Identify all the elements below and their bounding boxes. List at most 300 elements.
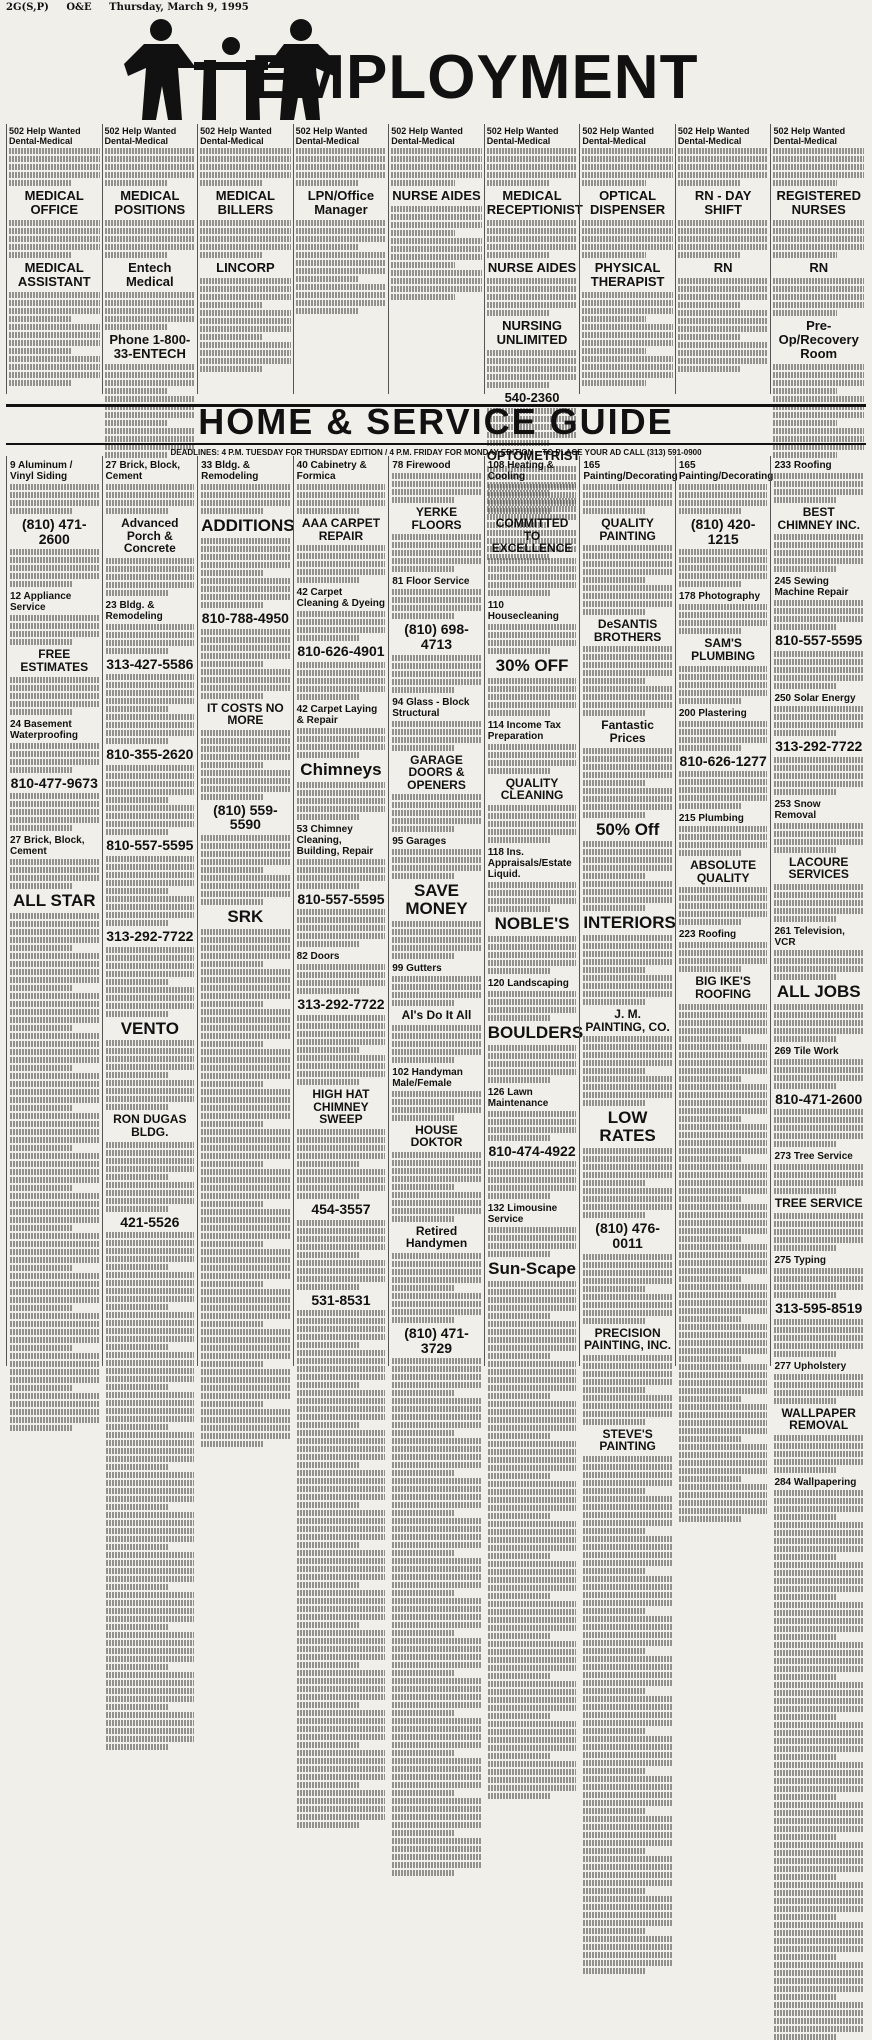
small-print	[583, 686, 672, 692]
small-print	[583, 1584, 672, 1590]
small-print	[583, 1512, 672, 1518]
small-print	[583, 654, 672, 660]
guide-ad-headline: Fantastic Prices	[601, 718, 654, 745]
guide-ad-headline: NOBLE'S	[494, 913, 570, 933]
small-print	[392, 1486, 481, 1492]
small-print	[297, 1606, 386, 1612]
small-print	[392, 1390, 454, 1396]
small-print	[583, 1592, 672, 1598]
page-number: 2G(S,P)	[6, 2, 49, 13]
small-print	[297, 1534, 386, 1540]
guide-ad-headline: BEST CHIMNEY INC.	[777, 505, 860, 532]
small-print	[583, 678, 645, 684]
employment-column	[293, 124, 389, 394]
small-print	[106, 1712, 195, 1718]
small-print	[297, 1390, 386, 1396]
small-print	[106, 1392, 195, 1398]
small-print	[392, 1057, 454, 1063]
classified-ad-headline: NURSE AIDES	[392, 188, 481, 203]
small-print	[106, 1384, 168, 1390]
small-print	[297, 1766, 386, 1772]
small-print	[297, 1702, 359, 1708]
small-print	[774, 1180, 863, 1186]
small-print	[774, 1802, 863, 1808]
small-print	[583, 1928, 645, 1934]
small-print	[679, 1484, 768, 1490]
small-print	[392, 1670, 454, 1676]
small-print	[392, 794, 481, 800]
small-print	[201, 1281, 263, 1287]
classified-ad-headline: MEDICAL RECEPTIONIST	[486, 188, 583, 217]
small-print	[10, 1137, 99, 1143]
small-print	[773, 310, 836, 316]
small-print	[488, 1553, 550, 1559]
small-print	[679, 492, 768, 498]
small-print	[488, 821, 577, 827]
small-print	[106, 1400, 195, 1406]
guide-ad-headline: 50% Off	[595, 819, 660, 839]
small-print	[106, 590, 168, 596]
small-print	[774, 1642, 863, 1648]
small-print	[106, 1672, 195, 1678]
small-print	[679, 1300, 768, 1306]
small-print	[106, 1040, 195, 1046]
small-print	[679, 895, 768, 901]
small-print	[679, 721, 768, 727]
small-print	[391, 230, 454, 236]
small-print	[679, 1420, 768, 1426]
small-print	[488, 882, 577, 888]
small-print	[774, 1986, 863, 1992]
small-print	[297, 1710, 386, 1716]
small-print	[679, 842, 768, 848]
small-print	[201, 835, 290, 841]
small-print	[774, 1067, 863, 1073]
small-print	[679, 1404, 768, 1410]
small-print	[392, 992, 481, 998]
small-print	[9, 156, 100, 162]
small-print	[297, 972, 386, 978]
small-print	[297, 988, 359, 994]
small-print	[201, 1017, 290, 1023]
small-print	[201, 929, 290, 935]
small-print	[297, 1558, 386, 1564]
small-print	[583, 1052, 672, 1058]
small-print	[583, 1864, 672, 1870]
guide-category-heading: 108 Heating & Cooling	[487, 460, 554, 482]
small-print	[105, 228, 196, 234]
small-print	[774, 1172, 863, 1178]
small-print	[392, 873, 454, 879]
small-print	[774, 1682, 863, 1688]
small-print	[488, 1793, 550, 1799]
small-print	[10, 743, 99, 749]
small-print	[488, 1737, 577, 1743]
small-print	[392, 1798, 481, 1804]
small-print	[10, 1265, 72, 1271]
small-print	[201, 738, 290, 744]
small-print	[106, 1360, 195, 1366]
small-print	[106, 1536, 195, 1542]
small-print	[297, 1526, 386, 1532]
small-print	[488, 1111, 577, 1117]
small-print	[774, 1382, 863, 1388]
small-print	[488, 710, 550, 716]
small-print	[774, 831, 863, 837]
small-print	[774, 1602, 863, 1608]
small-print	[774, 1666, 863, 1672]
small-print	[9, 364, 100, 370]
small-print	[392, 729, 481, 735]
small-print	[679, 729, 768, 735]
place-ad-text: TO PLACE YOUR AD CALL (313) 591-0900	[542, 448, 702, 457]
small-print	[679, 484, 768, 490]
small-print	[773, 244, 864, 250]
guide-category-heading: 165 Painting/Decorating	[583, 460, 678, 482]
small-print	[488, 999, 577, 1005]
small-print	[583, 1680, 672, 1686]
small-print	[9, 380, 72, 386]
small-print	[488, 1433, 550, 1439]
small-print	[488, 484, 577, 490]
small-print	[106, 1190, 195, 1196]
guide-category-heading: 284 Wallpapering	[774, 1476, 857, 1488]
small-print	[297, 728, 386, 734]
small-print	[774, 950, 863, 956]
small-print	[392, 1758, 481, 1764]
small-print	[392, 1446, 481, 1452]
small-print	[678, 318, 769, 324]
small-print	[774, 1443, 863, 1449]
small-print	[392, 984, 481, 990]
small-print	[774, 1698, 863, 1704]
small-print	[679, 508, 741, 514]
small-print	[201, 754, 290, 760]
small-print	[679, 1380, 768, 1386]
small-print	[297, 1342, 359, 1348]
small-print	[10, 1193, 99, 1199]
small-print	[583, 1156, 672, 1162]
small-print	[392, 1398, 481, 1404]
small-print	[10, 945, 72, 951]
small-print	[488, 837, 550, 843]
small-print	[297, 1310, 386, 1316]
small-print	[679, 779, 768, 785]
small-print	[679, 1252, 768, 1258]
small-print	[392, 1253, 481, 1259]
small-print	[391, 262, 454, 268]
small-print	[392, 1630, 454, 1636]
small-print	[678, 334, 741, 340]
small-print	[297, 1454, 386, 1460]
small-print	[583, 881, 672, 887]
small-print	[679, 620, 768, 626]
small-print	[773, 228, 864, 234]
small-print	[106, 912, 195, 918]
small-print	[297, 1446, 386, 1452]
small-print	[774, 2018, 863, 2024]
small-print	[106, 1656, 195, 1662]
employment-column	[6, 124, 102, 394]
small-print	[10, 1177, 99, 1183]
small-print	[392, 1678, 481, 1684]
small-print	[201, 1409, 290, 1415]
guide-ad-headline: J. M. PAINTING, CO.	[585, 1007, 670, 1034]
guide-column	[102, 456, 198, 1366]
small-print	[392, 1358, 481, 1364]
small-print	[200, 148, 291, 154]
small-print	[392, 802, 481, 808]
small-print	[392, 929, 481, 935]
small-print	[297, 1798, 386, 1804]
small-print	[487, 302, 578, 308]
small-print	[679, 1028, 768, 1034]
small-print	[297, 1228, 386, 1234]
small-print	[201, 1201, 263, 1207]
small-print	[201, 843, 290, 849]
small-print	[201, 1329, 290, 1335]
small-print	[9, 252, 72, 258]
small-print	[10, 985, 72, 991]
small-print	[201, 1441, 263, 1447]
small-print	[200, 318, 291, 324]
small-print	[392, 1782, 481, 1788]
small-print	[10, 1417, 99, 1423]
classified-ad-headline: NURSING UNLIMITED	[496, 318, 568, 347]
small-print	[774, 714, 863, 720]
small-print	[106, 500, 195, 506]
small-print	[392, 1814, 481, 1820]
small-print	[774, 1036, 836, 1042]
small-print	[200, 286, 291, 292]
guide-ad-headline: (810) 471-2600	[21, 516, 87, 547]
small-print	[296, 252, 387, 258]
small-print	[583, 1912, 672, 1918]
small-print	[297, 1622, 359, 1628]
small-print	[392, 1216, 454, 1222]
small-print	[488, 1577, 577, 1583]
small-print	[392, 1510, 454, 1516]
small-print	[106, 829, 168, 835]
guide-ad-headline: ADDITIONS	[201, 516, 295, 535]
guide-category-heading: 215 Plumbing	[678, 813, 744, 825]
guide-ad-headline: (810) 471-3729	[404, 1325, 469, 1356]
small-print	[488, 1529, 577, 1535]
small-print	[488, 991, 577, 997]
small-print	[106, 1264, 168, 1270]
small-print	[9, 236, 100, 242]
small-print	[106, 1198, 195, 1204]
small-print	[488, 1169, 577, 1175]
small-print	[201, 1321, 263, 1327]
small-print	[583, 951, 672, 957]
small-print	[106, 1003, 195, 1009]
small-print	[106, 1424, 168, 1430]
small-print	[9, 244, 100, 250]
small-print	[200, 164, 291, 170]
small-print	[296, 284, 387, 290]
small-print	[488, 1705, 577, 1711]
small-print	[392, 1542, 481, 1548]
small-print	[201, 484, 290, 490]
small-print	[392, 1438, 481, 1444]
small-print	[10, 1289, 99, 1295]
small-print	[297, 1638, 386, 1644]
small-print	[774, 966, 863, 972]
small-print	[488, 1441, 577, 1447]
small-print	[10, 685, 99, 691]
guide-category-heading: 82 Doors	[296, 951, 340, 963]
small-print	[583, 772, 672, 778]
guide-category-heading: 118 Ins. Appraisals/Estate Liquid.	[487, 846, 572, 880]
small-print	[679, 698, 741, 704]
classified-heading: 502 Help Wanted Dental-Medical	[104, 126, 177, 146]
small-print	[774, 839, 863, 845]
small-print	[201, 1033, 290, 1039]
small-print	[773, 364, 864, 370]
small-print	[774, 1554, 836, 1560]
small-print	[296, 276, 359, 282]
small-print	[488, 1177, 577, 1183]
small-print	[200, 156, 291, 162]
small-print	[106, 979, 168, 985]
small-print	[488, 760, 577, 766]
small-print	[106, 698, 195, 704]
classified-ad-headline: MEDICAL BILLERS	[215, 188, 275, 217]
small-print	[488, 648, 550, 654]
small-print	[297, 909, 386, 915]
small-print	[9, 164, 100, 170]
small-print	[10, 1089, 99, 1095]
small-print	[201, 977, 290, 983]
small-print	[392, 1430, 454, 1436]
small-print	[582, 332, 673, 338]
small-print	[106, 1736, 195, 1742]
small-print	[10, 1065, 72, 1071]
small-print	[297, 1063, 386, 1069]
small-print	[392, 1702, 481, 1708]
small-print	[9, 180, 72, 186]
guide-ad-headline: Retired Handymen	[405, 1223, 468, 1251]
small-print	[488, 944, 577, 950]
small-print	[583, 585, 672, 591]
small-print	[583, 967, 645, 973]
small-print	[106, 1440, 195, 1446]
small-print	[10, 1121, 99, 1127]
small-print	[201, 669, 290, 675]
small-print	[392, 497, 454, 503]
small-print	[10, 1041, 99, 1047]
small-print	[106, 1072, 168, 1078]
small-print	[201, 875, 290, 881]
small-print	[583, 1896, 672, 1902]
small-print	[392, 534, 481, 540]
small-print	[583, 1904, 672, 1910]
small-print	[583, 1656, 672, 1662]
small-print	[297, 1137, 386, 1143]
classified-ad-headline: Pre-Op/Recovery Room	[778, 318, 859, 361]
small-print	[392, 1550, 454, 1556]
small-print	[297, 1430, 386, 1436]
small-print	[10, 1169, 99, 1175]
small-print	[488, 632, 577, 638]
small-print	[392, 1091, 481, 1097]
small-print	[200, 228, 291, 234]
small-print	[773, 388, 836, 394]
guide-ad-headline: WALLPAPER REMOVAL	[781, 1405, 856, 1433]
guide-column	[770, 456, 866, 1488]
small-print	[10, 993, 99, 999]
small-print	[583, 1648, 645, 1654]
small-print	[679, 1004, 768, 1010]
small-print	[297, 1550, 386, 1556]
small-print	[773, 396, 864, 402]
small-print	[106, 789, 195, 795]
guide-ad-headline: QUALITY CLEANING	[500, 775, 564, 803]
guide-ad-headline: PRECISION PAINTING, INC.	[584, 1325, 672, 1353]
small-print	[296, 236, 387, 242]
small-print	[10, 883, 72, 889]
small-print	[773, 156, 864, 162]
small-print	[774, 1390, 863, 1396]
small-print	[582, 348, 645, 354]
small-print	[297, 1614, 386, 1620]
small-print	[582, 180, 645, 186]
small-print	[582, 356, 673, 362]
small-print	[391, 206, 482, 212]
small-print	[10, 1369, 99, 1375]
small-print	[105, 156, 196, 162]
small-print	[774, 651, 863, 657]
small-print	[488, 1625, 577, 1631]
small-print	[106, 773, 195, 779]
guide-ad-headline: LOW RATES	[599, 1108, 656, 1146]
small-print	[487, 228, 578, 234]
small-print	[296, 260, 387, 266]
paper-name: O&E	[66, 2, 92, 13]
small-print	[296, 148, 387, 154]
small-print	[488, 500, 577, 506]
small-print	[774, 1610, 863, 1616]
small-print	[583, 484, 672, 490]
small-print	[201, 1417, 290, 1423]
small-print	[201, 500, 290, 506]
classified-ad-headline: LINCORP	[216, 260, 275, 275]
small-print	[583, 1278, 672, 1284]
small-print	[200, 172, 291, 178]
guide-category-heading: 99 Gutters	[392, 963, 442, 975]
small-print	[583, 1310, 672, 1316]
small-print	[297, 1252, 359, 1258]
small-print	[297, 1478, 386, 1484]
small-print	[774, 659, 863, 665]
small-print	[392, 1049, 481, 1055]
small-print	[487, 382, 550, 388]
classified-ad-headline: PHYSICAL THERAPIST	[590, 260, 665, 289]
small-print	[582, 364, 673, 370]
small-print	[201, 770, 290, 776]
small-print	[583, 694, 672, 700]
small-print	[201, 1313, 290, 1319]
small-print	[297, 1630, 386, 1636]
small-print	[392, 1494, 481, 1500]
small-print	[583, 1560, 672, 1566]
guide-category-heading: 178 Photography	[678, 591, 761, 603]
small-print	[583, 1944, 672, 1950]
small-print	[106, 1640, 195, 1646]
small-print	[201, 1377, 290, 1383]
small-print	[774, 1319, 863, 1325]
